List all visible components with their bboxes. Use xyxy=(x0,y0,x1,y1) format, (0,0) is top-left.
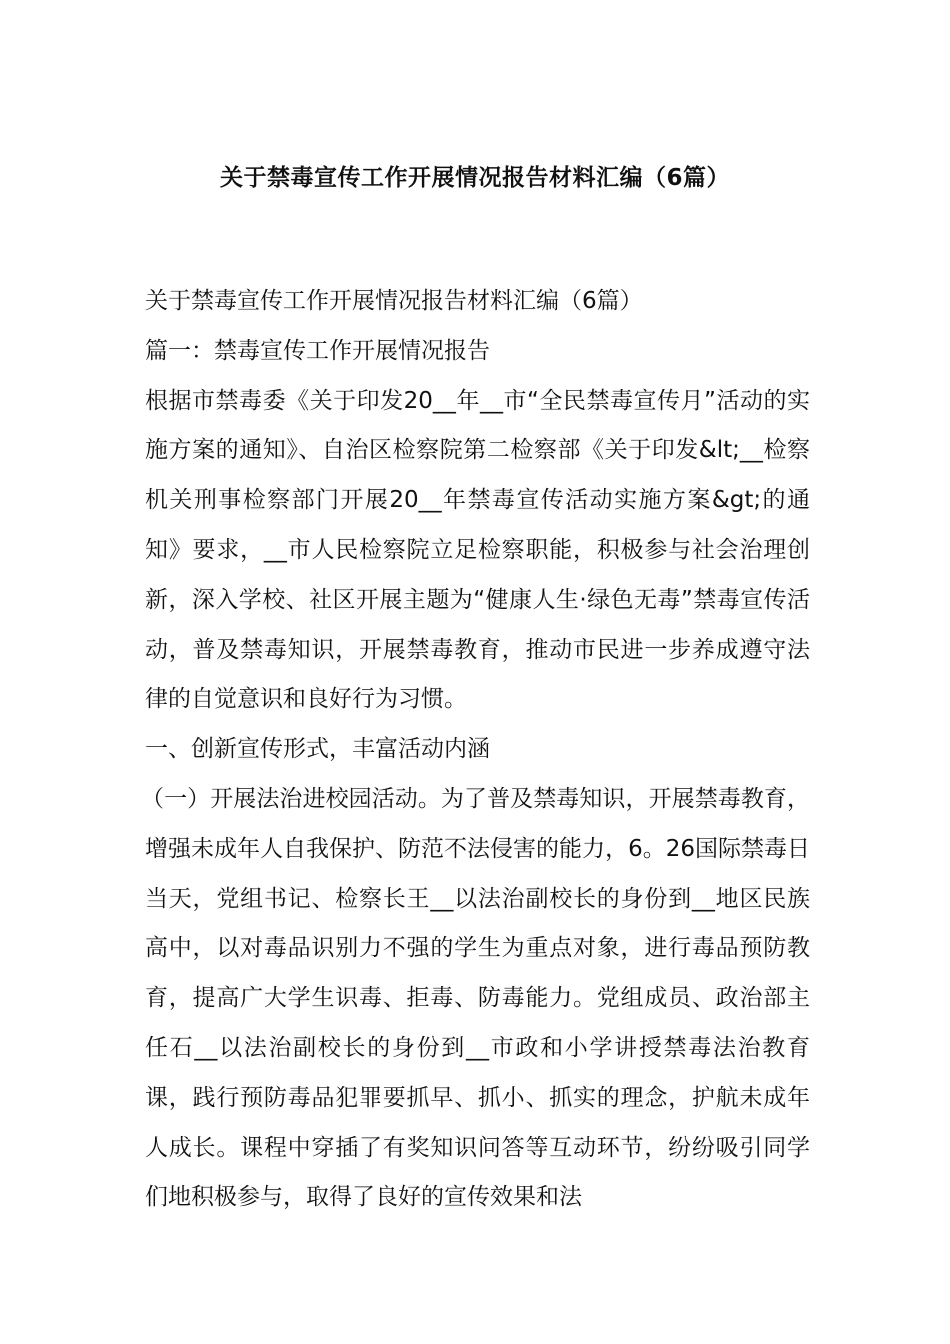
document-body xyxy=(141,277,810,1223)
paragraph-intro: 根据市禁毒委《关于印发20__年__市“全民禁毒宣传月”活动的实施方案的通知》、自治区检察院第二检察部《关于印发&lt;__检察机关刑事检察部门开展20__年禁毒宣传活动实施方案&gt;的通知》要求，__市人民检察院立足检察职能，积极参与社会治理创新，深入学校、社区开展主题为“健康人生·绿色无毒”禁毒宣传活动，普及禁毒知识，开展禁毒教育，推动市民进一步养成遵守法律的自觉意识和良好行为习惯。 xyxy=(145,387,810,713)
paragraph-section-title: 篇一：禁毒宣传工作开展情况报告 xyxy=(145,337,490,364)
document-title: 关于禁毒宣传工作开展情况报告材料汇编（6篇） xyxy=(219,165,730,191)
paragraph-heading-repeat: 关于禁毒宣传工作开展情况报告材料汇编（6篇） xyxy=(145,288,643,314)
paragraph-subheading: 一、创新宣传形式，丰富活动内涵 xyxy=(145,736,490,763)
paragraph-body: （一）开展法治进校园活动。为了普及禁毒知识，开展禁毒教育，增强未成年人自我保护、防范不法侵害的能力，6。26国际禁毒日当天，党组书记、检察长王__以法治副校长的身份到__地区民族高中，以对毒品识别力不强的学生为重点对象，进行毒品预防教育，提高广大学生识毒、拒毒、防毒能力。党组成员、政治部主任石__以法治副校长的身份到__市政和小学讲授禁毒法治教育课，践行预防毒品犯罪要抓早、抓小、抓实的理念，护航未成年人成长。课程中穿插了有奖知识问答等互动环节，纷纷吸引同学们地积极参与，取得了良好的宣传效果和法 xyxy=(141,785,810,1211)
